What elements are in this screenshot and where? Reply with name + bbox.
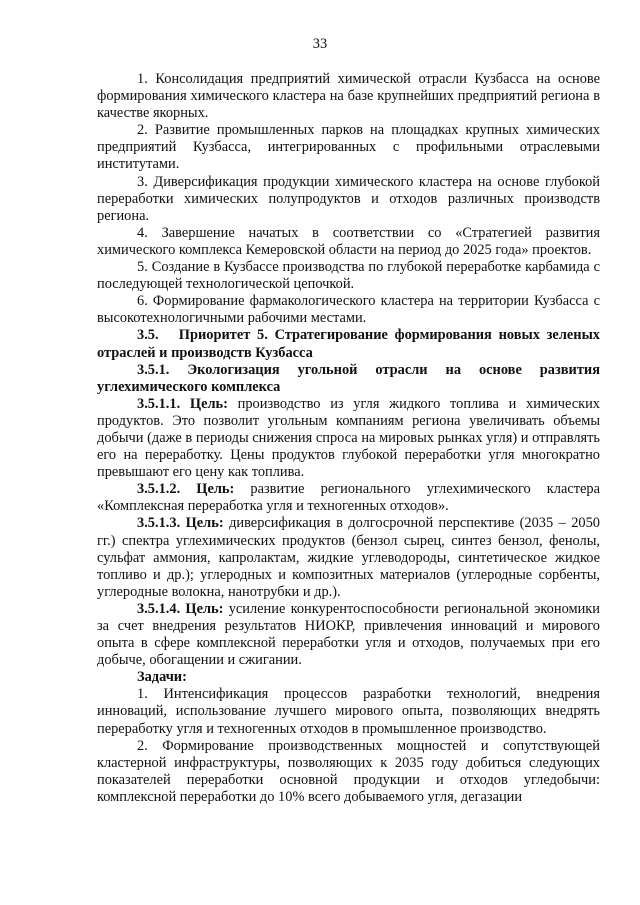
page-number: 33 <box>312 36 328 52</box>
goal-text: усиление конкурентоспособности региональной экономики за счет внедрения результатов НИОКР, привлечения инноваций и мирового опыта в сфере комплексной переработки угля и отходов, получаемых при его добыче, обогащении и сжигании. <box>97 600 600 669</box>
goal-number: 3.5.1.3. <box>137 515 181 532</box>
list-item-6: 6. Формирование фармакологического кластера на территории Кузбасса с высокотехнологичными рабочими местами. <box>97 293 600 327</box>
subsection-heading-3-5-1: 3.5.1. Экологизация угольной отрасли на основе развития углехимического комплекса <box>97 361 600 395</box>
goal-text: развитие регионального углехимического кластера «Комплексная переработка угля и техногенных отходов». <box>97 481 600 515</box>
goal-text: диверсификация в долгосрочной перспективе (2035 – 2050 гг.) спектра углехимических продуктов (бензол сырец, синтез бензол, фенолы, сульфат аммония, капролактам, жидкие углеводороды, синтетическое жидкое топливо и др.); углеродных и композитных материалов (углеродные сорбенты, углеродные волокна, нанотрубки и др.). <box>97 515 600 600</box>
list-item-5: 5. Создание в Кузбассе производства по глубокой переработке карбамида с последующей технологической цепочкой. <box>97 259 600 293</box>
goal-label: Цель: <box>196 481 235 498</box>
goal-number: 3.5.1.4. <box>137 600 181 617</box>
task-1: 1. Интенсификация процессов разработки технологий, внедрения инноваций, использование лучшего мирового опыта, позволяющих внедрять переработку угля и техногенных отходов в промышленное производство. <box>97 686 600 737</box>
list-item-3: 3. Диверсификация продукции химического кластера на основе глубокой переработки химических полупродуктов и отходов различных производств региона. <box>97 173 600 224</box>
tasks-heading: Задачи: <box>137 669 187 686</box>
goal-label: Цель: <box>185 515 224 532</box>
goal-text: производство из угля жидкого топлива и химических продуктов. Это позволит угольным компаниям региона увеличивать объемы добычи (даже в периоды снижения спроса на мировых рынках угля) и отправлять его на переработку. Цены продуктов глубокой переработки угля многократно превышают его цену как топлива. <box>97 395 600 481</box>
list-item-2: 2. Развитие промышленных парков на площадках крупных химических предприятий Кузбасса, интегрированных с профильными отраслевыми институтами. <box>97 122 600 173</box>
goal-number: 3.5.1.2. <box>137 481 181 498</box>
list-item-1: 1. Консолидация предприятий химической отрасли Кузбасса на основе формирования химического кластера на базе крупнейших предприятий региона в качестве якорных. <box>97 71 600 122</box>
section-heading-3-5: 3.5. Приоритет 5. Стратегирование формирования новых зеленых отраслей и производств Кузбасса <box>97 327 600 361</box>
goal-number: 3.5.1.1. <box>137 395 181 412</box>
goal-3-5-1-1 <box>97 396 600 481</box>
goal-3-5-1-4 <box>97 601 600 669</box>
list-item-4: 4. Завершение начатых в соответствии со «Стратегией развития химического комплекса Кемеровской области на период до 2025 года» проектов. <box>97 224 600 258</box>
goal-label: Цель: <box>189 395 228 412</box>
task-2: 2. Формирование производственных мощностей и сопутствующей кластерной инфраструктуры, позволяющих к 2035 году добиться следующих показателей переработки основной продукции и отходов угледобычи: комплексной переработки до 10% всего добываемого угля, дегазации <box>97 737 600 805</box>
goal-label: Цель: <box>185 600 224 617</box>
page-content <box>97 71 600 806</box>
goal-3-5-1-2 <box>97 481 600 515</box>
goal-3-5-1-3 <box>97 515 600 600</box>
